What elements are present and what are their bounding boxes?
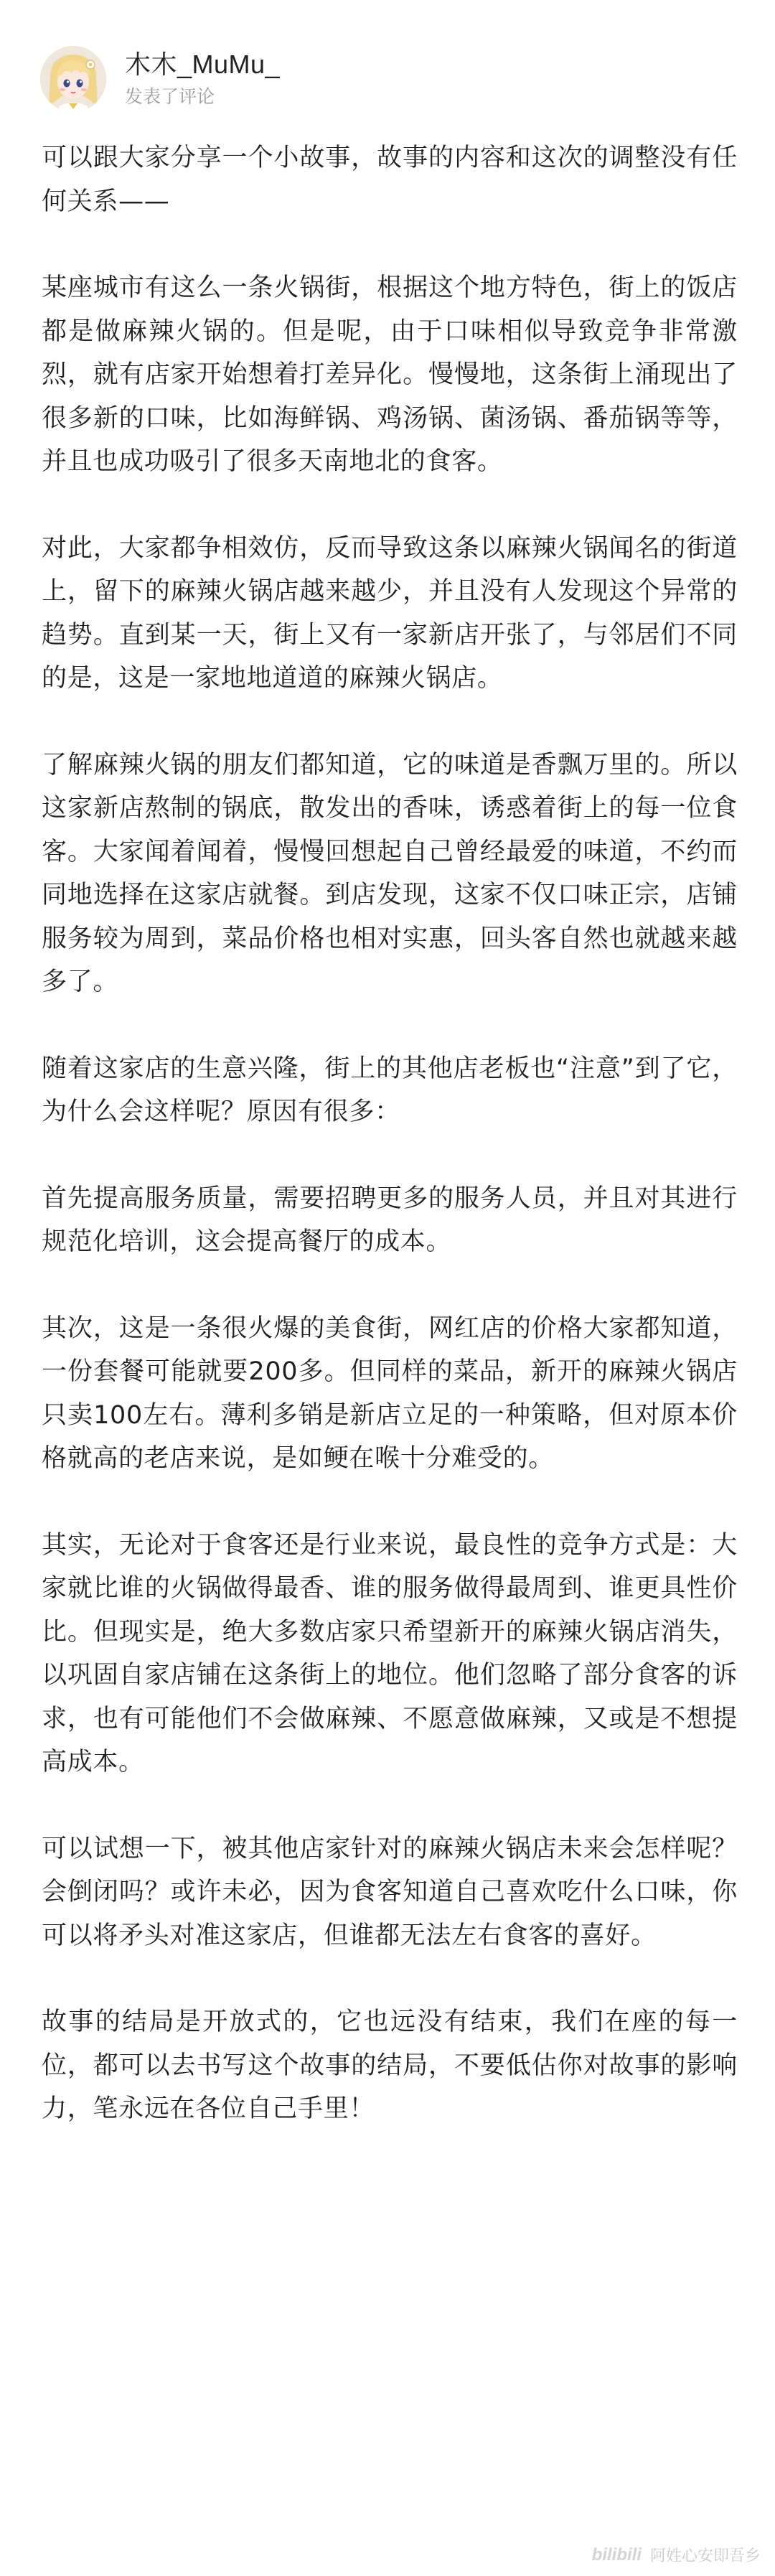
paragraph: 其次，这是一条很火爆的美食街，网红店的价格大家都知道，一份套餐可能就要200多。但同样的菜品，新开的麻辣火锅店只卖100左右。薄利多销是新店立足的一种策略，但对原本价格就高的老店来说，是如鲠在喉十分难受的。 bbox=[42, 1313, 738, 1473]
paragraph: 首先提高服务质量，需要招聘更多的服务人员，并且对其进行规范化培训，这会提高餐厅的成本。 bbox=[42, 1184, 738, 1256]
watermark bbox=[592, 2544, 761, 2566]
post-header bbox=[40, 36, 280, 122]
paragraph: 了解麻辣火锅的朋友们都知道，它的味道是香飘万里的。所以这家新店熬制的锅底，散发出的香味，诱惑着街上的每一位食客。大家闻着闻着，慢慢回想起自己曾经最爱的味道，不约而同地选择在这家店就餐。到店发现，这家不仅口味正宗，店铺服务较为周到，菜品价格也相对实惠，回头客自然也就越来越多了。 bbox=[42, 750, 738, 996]
avatar[interactable] bbox=[40, 46, 106, 112]
paragraph: 其实，无论对于食客还是行业来说，最良性的竞争方式是：大家就比谁的火锅做得最香、谁的服务做得最周到、谁更具性价比。但现实是，绝大多数店家只希望新开的麻辣火锅店消失，以巩固自家店铺在这条街上的地位。他们忽略了部分食客的诉求，也有可能他们不会做麻辣、不愿意做麻辣，又或是不想提高成本。 bbox=[42, 1530, 738, 1776]
post-body bbox=[42, 136, 738, 2174]
paragraph: 可以试想一下，被其他店家针对的麻辣火锅店未来会怎样呢？会倒闭吗？或许未必，因为食客知道自己喜欢吃什么口味，你可以将矛头对准这家店，但谁都无法左右食客的喜好。 bbox=[42, 1834, 738, 1950]
paragraph: 故事的结局是开放式的，它也远没有结束，我们在座的每一位，都可以去书写这个故事的结局，不要低估你对故事的影响力，笔永远在各位自己手里！ bbox=[42, 2008, 738, 2123]
user-meta bbox=[125, 48, 280, 110]
anime-avatar-icon bbox=[40, 46, 106, 112]
paragraph: 随着这家店的生意兴隆，街上的其他店老板也“注意”到了它，为什么会这样呢？原因有很多： bbox=[42, 1054, 738, 1126]
paragraph: 可以跟大家分享一个小故事，故事的内容和这次的调整没有任何关系—— bbox=[42, 144, 738, 216]
watermark-text: 阿姓心安即吾乡 bbox=[649, 2547, 761, 2565]
post-action-label: 发表了评论 bbox=[125, 86, 215, 107]
paragraph: 某座城市有这么一条火锅街，根据这个地方特色，街上的饭店都是做麻辣火锅的。但是呢，由于口味相似导致竞争非常激烈，就有店家开始想着打差异化。慢慢地，这条街上涌现出了很多新的口味，比如海鲜锅、鸡汤锅、菌汤锅、番茄锅等等，并且也成功吸引了很多天南地北的食客。 bbox=[42, 273, 738, 476]
bilibili-logo: bilibili bbox=[591, 2544, 642, 2565]
username[interactable]: 木木_MuMu_ bbox=[125, 50, 281, 79]
paragraph: 对此，大家都争相效仿，反而导致这条以麻辣火锅闻名的街道上，留下的麻辣火锅店越来越少，并且没有人发现这个异常的趋势。直到某一天，街上又有一家新店开张了，与邻居们不同的是，这是一家地地道道的麻辣火锅店。 bbox=[42, 533, 738, 693]
